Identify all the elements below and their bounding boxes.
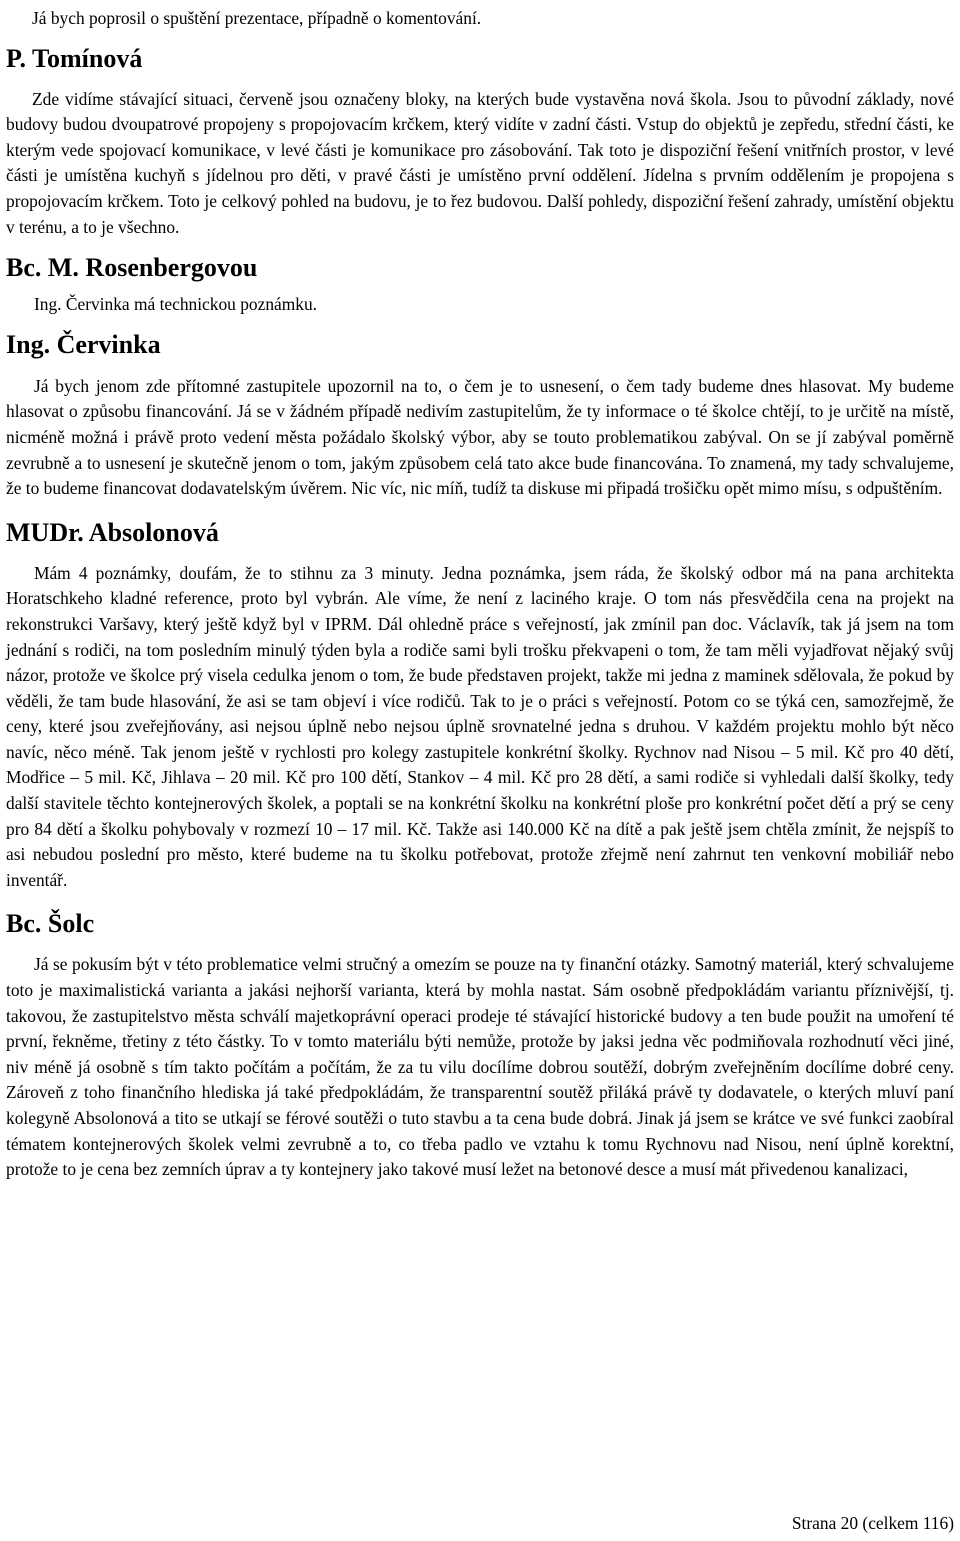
speech-paragraph-cervinka: Já bych jenom zde přítomné zastupitele upozornil na to, o čem je to usnesení, o čem tady budeme dnes hlasovat. My budeme hlasovat o způsobu financování. Já se v žádném případě nedivím zastupitelům, že ty informace o té školce chtějí, to je určitě na místě, nicméně možná i právě proto vedení města požádalo školský výbor, aby se touto problematikou zabýval. On se jí zabýval poměrně zevrubně a to usnesení je skutečně jenom o tom, jakým způsobem celá tato akce bude financována. To znamená, my tady schvalujeme, že to budeme financovat dodavatelským úvěrem. Nic víc, nic míň, tudíž ta diskuse mi připadá trošičku opět mimo mísu, s odpuštěním. <box>6 375 954 499</box>
speech-paragraph-solc: Já se pokusím být v této problematice velmi stručný a omezím se pouze na ty finanční otázky. Samotný materiál, který schvalujeme toto je maximalistická varianta a jakási nejhorší varianta, která by mohla nastat. Sám osobně předpokládám variantu příznivější, tj. takovou, že zastupitelstvo města schválí majetkoprávní operaci prodeje té stávající historické budovy a ten bude použit na umoření té první, řekněme, třetiny z této částky. To v tomto materiálu býti nemůže, protože by jaksi jedna věc podmiňovala rozhodnutí věci jiné, niv méně já osobně s tím takto počítám a počítám, že za tu vilu docílíme dobrou soutěží, dobrým zveřejněním docílíme dobré ceny. Zároveň z toho finančního hlediska já také předpokládám, že transparentní soutěž přiláká právě ty dodavatele, o kterých mluví paní kolegyně Absolonová a tito se utkají se férové soutěži o tuto stavbu a ta cena bude dobrá. Jinak já jsem se krátce ve své funkci zaobíral tématem kontejnerových školek velmi zevrubně a to, co třeba padlo ve vztahu k tomu Rychnovu nad Nisou, není úplně korektní, protože to je cena bez zemních úprav a ty kontejnery jako takové musí ležet na betonové desce a musí mát přivedenou kanalizaci, <box>6 954 954 1180</box>
document-page <box>6 0 954 1183</box>
speaker-heading-tominova: P. Tomínová <box>6 43 143 73</box>
speaker-heading-absolonova: MUDr. Absolonová <box>6 517 219 547</box>
page-number-footer: Strana 20 (celkem 116) <box>791 1513 954 1533</box>
speaker-heading-rosenbergova: Bc. M. Rosenbergovou <box>6 253 258 283</box>
speaker-heading-solc: Bc. Šolc <box>6 909 95 939</box>
intro-paragraph: Já bych poprosil o spuštění prezentace, případně o komentování. <box>32 8 482 28</box>
speech-paragraph-absolonova: Mám 4 poznámky, doufám, že to stihnu za 3 minuty. Jedna poznámka, jsem ráda, že školský odbor má na pana architekta Horatschkeho kladné reference, proto byl vybrán. Ale víme, že není z laciného kraje. O tom nás přesvědčila cena na projekt na rekonstrukci Varšavy, který ještě když byl v IPRM. Dál ohledně práce s veřejností, jak zmínil pan doc. Václavík, tak já jsem na tom jednání s rodiči, na tom posledním minulý týden byla a rodiče sami byli trošku překvapeni o tom, že tam měli vyjadřovat nějaký svůj názor, protože ve školce prý visela cedulka jenom o tom, že bude představen projekt, takže mi jedna z maminek sdělovala, že pokud by věděli, že tam bude hlasování, že asi se tam objeví i více rodičů. Tak to je o práci s veřejností. Potom co se týká cen, samozřejmě, že ceny, které jsou zveřejňovány, asi nejsou úplně nebo nejsou úplně srovnatelné jedna s druhou. V každém projektu mohlo být něco navíc, něco méně. Tak jenom ještě v rychlosti pro kolegy zastupitele konkrétní školky. Rychnov nad Nisou – 5 mil. Kč pro 40 dětí, Modřice – 5 mil. Kč, Jihlava – 20 mil. Kč pro 100 dětí, Stankov – 4 mil. Kč pro 28 dětí, a sami rodiče si vyhledali další školky, tedy další stavitele těchto kontejnerových školek, a poptali se na konkrétní školku na konkrétní ploše pro konkrétní počet dětí a prý se ceny pro 84 dětí a školku pohybovaly v rozmezí 10 – 17 mil. Kč. Takže asi 140.000 Kč na dítě a pak ještě jsem chtěla zmínit, že nejspíš to asi nebudou poslední pro město, které budeme na tu školku potřebovat, protože zřejmě není zahrnut ten venkovní mobiliář nebo inventář. <box>6 562 954 890</box>
speaker-heading-cervinka: Ing. Červinka <box>6 329 161 359</box>
speech-paragraph-tominova: Zde vidíme stávající situaci, červeně jsou označeny bloky, na kterých bude vystavěna nová škola. Jsou to původní základy, nové budovy budou dvoupatrové propojeny s propojovacím krčkem, který vidíte v zadní části. Vstup do objektů je zepředu, střední části, ke kterým vede spojovací komunikace, v levé části je komunikace pro zásobování. Tak toto je dispoziční řešení vnitřních prostor, v levé části je umístěna kuchyň s jídelnou pro děti, v pravé části je umístěno první oddělení. Jídelna s prvním oddělením je propojena s propojovacím krčkem. Toto je celkový pohled na budovu, je to řez budovou. Další pohledy, dispoziční řešení zahrady, umístění objektu v terénu, a to je všechno. <box>6 88 954 237</box>
speech-paragraph-rosenbergova: Ing. Červinka má technickou poznámku. <box>34 294 317 315</box>
